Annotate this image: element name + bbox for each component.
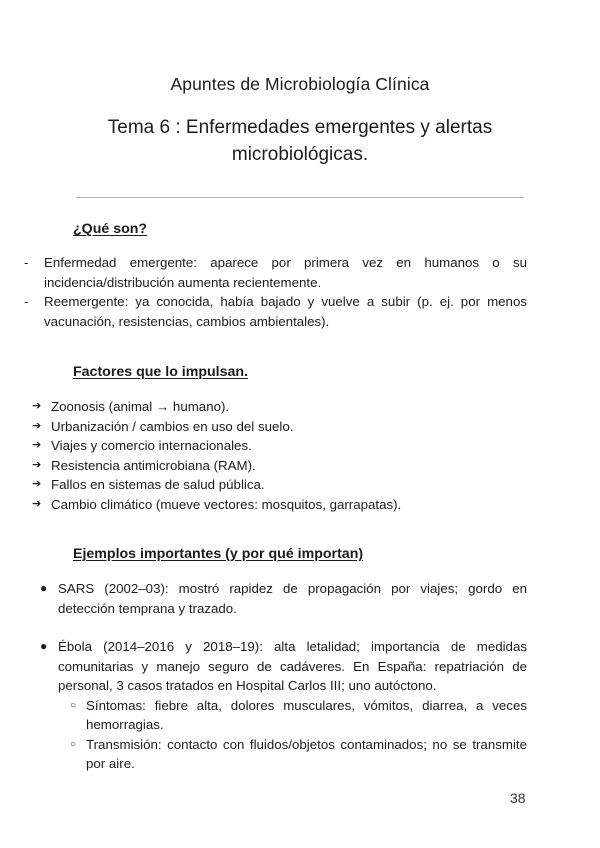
arrow-icon: ➔ [32, 439, 42, 451]
example-sars [40, 579, 527, 618]
arrow-icon: ➔ [32, 497, 42, 510]
section-heading-factors: Factores que lo impulsan. [73, 364, 249, 380]
list-item-text: SARS (2002–03): mostró rapidez de propagación por viajes; gordo en detección temprana y trazado. [58, 581, 527, 616]
list-item [32, 397, 532, 417]
list-item [32, 456, 532, 476]
sub-list-item-text: Síntomas: fiebre alta, dolores musculares, vómitos, diarrea, a veces hemorragias. [86, 697, 527, 732]
list-item-text: Fallos en sistemas de salud pública. [51, 477, 265, 492]
arrow-icon: ➔ [32, 458, 42, 471]
arrow-icon: ➔ [32, 419, 42, 432]
dash-marker: - [24, 294, 29, 309]
document-title: Apuntes de Microbiología Clínica [170, 74, 430, 94]
document-subtitle: Tema 6 : Enfermedades emergentes y alertas microbiológicas. [107, 117, 493, 165]
horizontal-divider [76, 197, 524, 198]
list-item [40, 579, 527, 618]
sub-list-item-text: Transmisión: contacto con fluidos/objetos contaminados; no se transmite por aire. [86, 736, 527, 771]
list-item [32, 495, 532, 515]
list-item [32, 436, 532, 456]
sub-list-item [70, 696, 527, 735]
arrow-icon: ➔ [32, 400, 42, 412]
bullet-icon: ● [40, 581, 48, 595]
circle-bullet-icon: ○ [70, 738, 77, 750]
list-item-text: Ébola (2014–2016 y 2018–19): alta letalidad; importancia de medidas comunitarias y manejo seguro de cadáveres. En España: repatriación de personal, 3 casos tratados en Hospital Carlos III; uno autóctono. [58, 639, 527, 693]
section-heading-what: ¿Qué son? [73, 221, 148, 237]
list-item-text: Urbanización / cambios en uso del suelo. [51, 418, 294, 434]
circle-bullet-icon: ○ [70, 699, 77, 711]
page-number: 38 [510, 790, 526, 806]
list-item-text: Zoonosis (animal → humano). [51, 399, 230, 414]
list-item-text: Reemergente: ya conocida, había bajado y vuelve a subir (p. ej. por menos vacunación, resistencias, cambios ambientales). [44, 294, 527, 329]
factors-list [32, 397, 532, 514]
list-item [32, 417, 532, 437]
list-item-text: Enfermedad emergente: aparece por primera vez en humanos o su incidencia/distribución aumenta recientemente. [44, 255, 527, 290]
dash-marker: - [24, 255, 29, 270]
list-item [24, 253, 527, 292]
section-heading-examples: Ejemplos importantes (y por qué importan) [73, 546, 364, 562]
arrow-icon: ➔ [32, 478, 42, 490]
list-item [40, 637, 527, 696]
example-ebola [40, 637, 527, 774]
bullet-icon: ● [40, 639, 48, 653]
ebola-details-list [40, 696, 527, 774]
list-item [24, 292, 527, 331]
definitions-list [24, 253, 527, 331]
list-item-text: Viajes y comercio internacionales. [51, 438, 252, 453]
list-item-text: Cambio climático (mueve vectores: mosquitos, garrapatas). [51, 496, 402, 512]
list-item-text: Resistencia antimicrobiana (RAM). [51, 457, 256, 473]
list-item [32, 475, 532, 495]
sub-list-item [70, 735, 527, 774]
